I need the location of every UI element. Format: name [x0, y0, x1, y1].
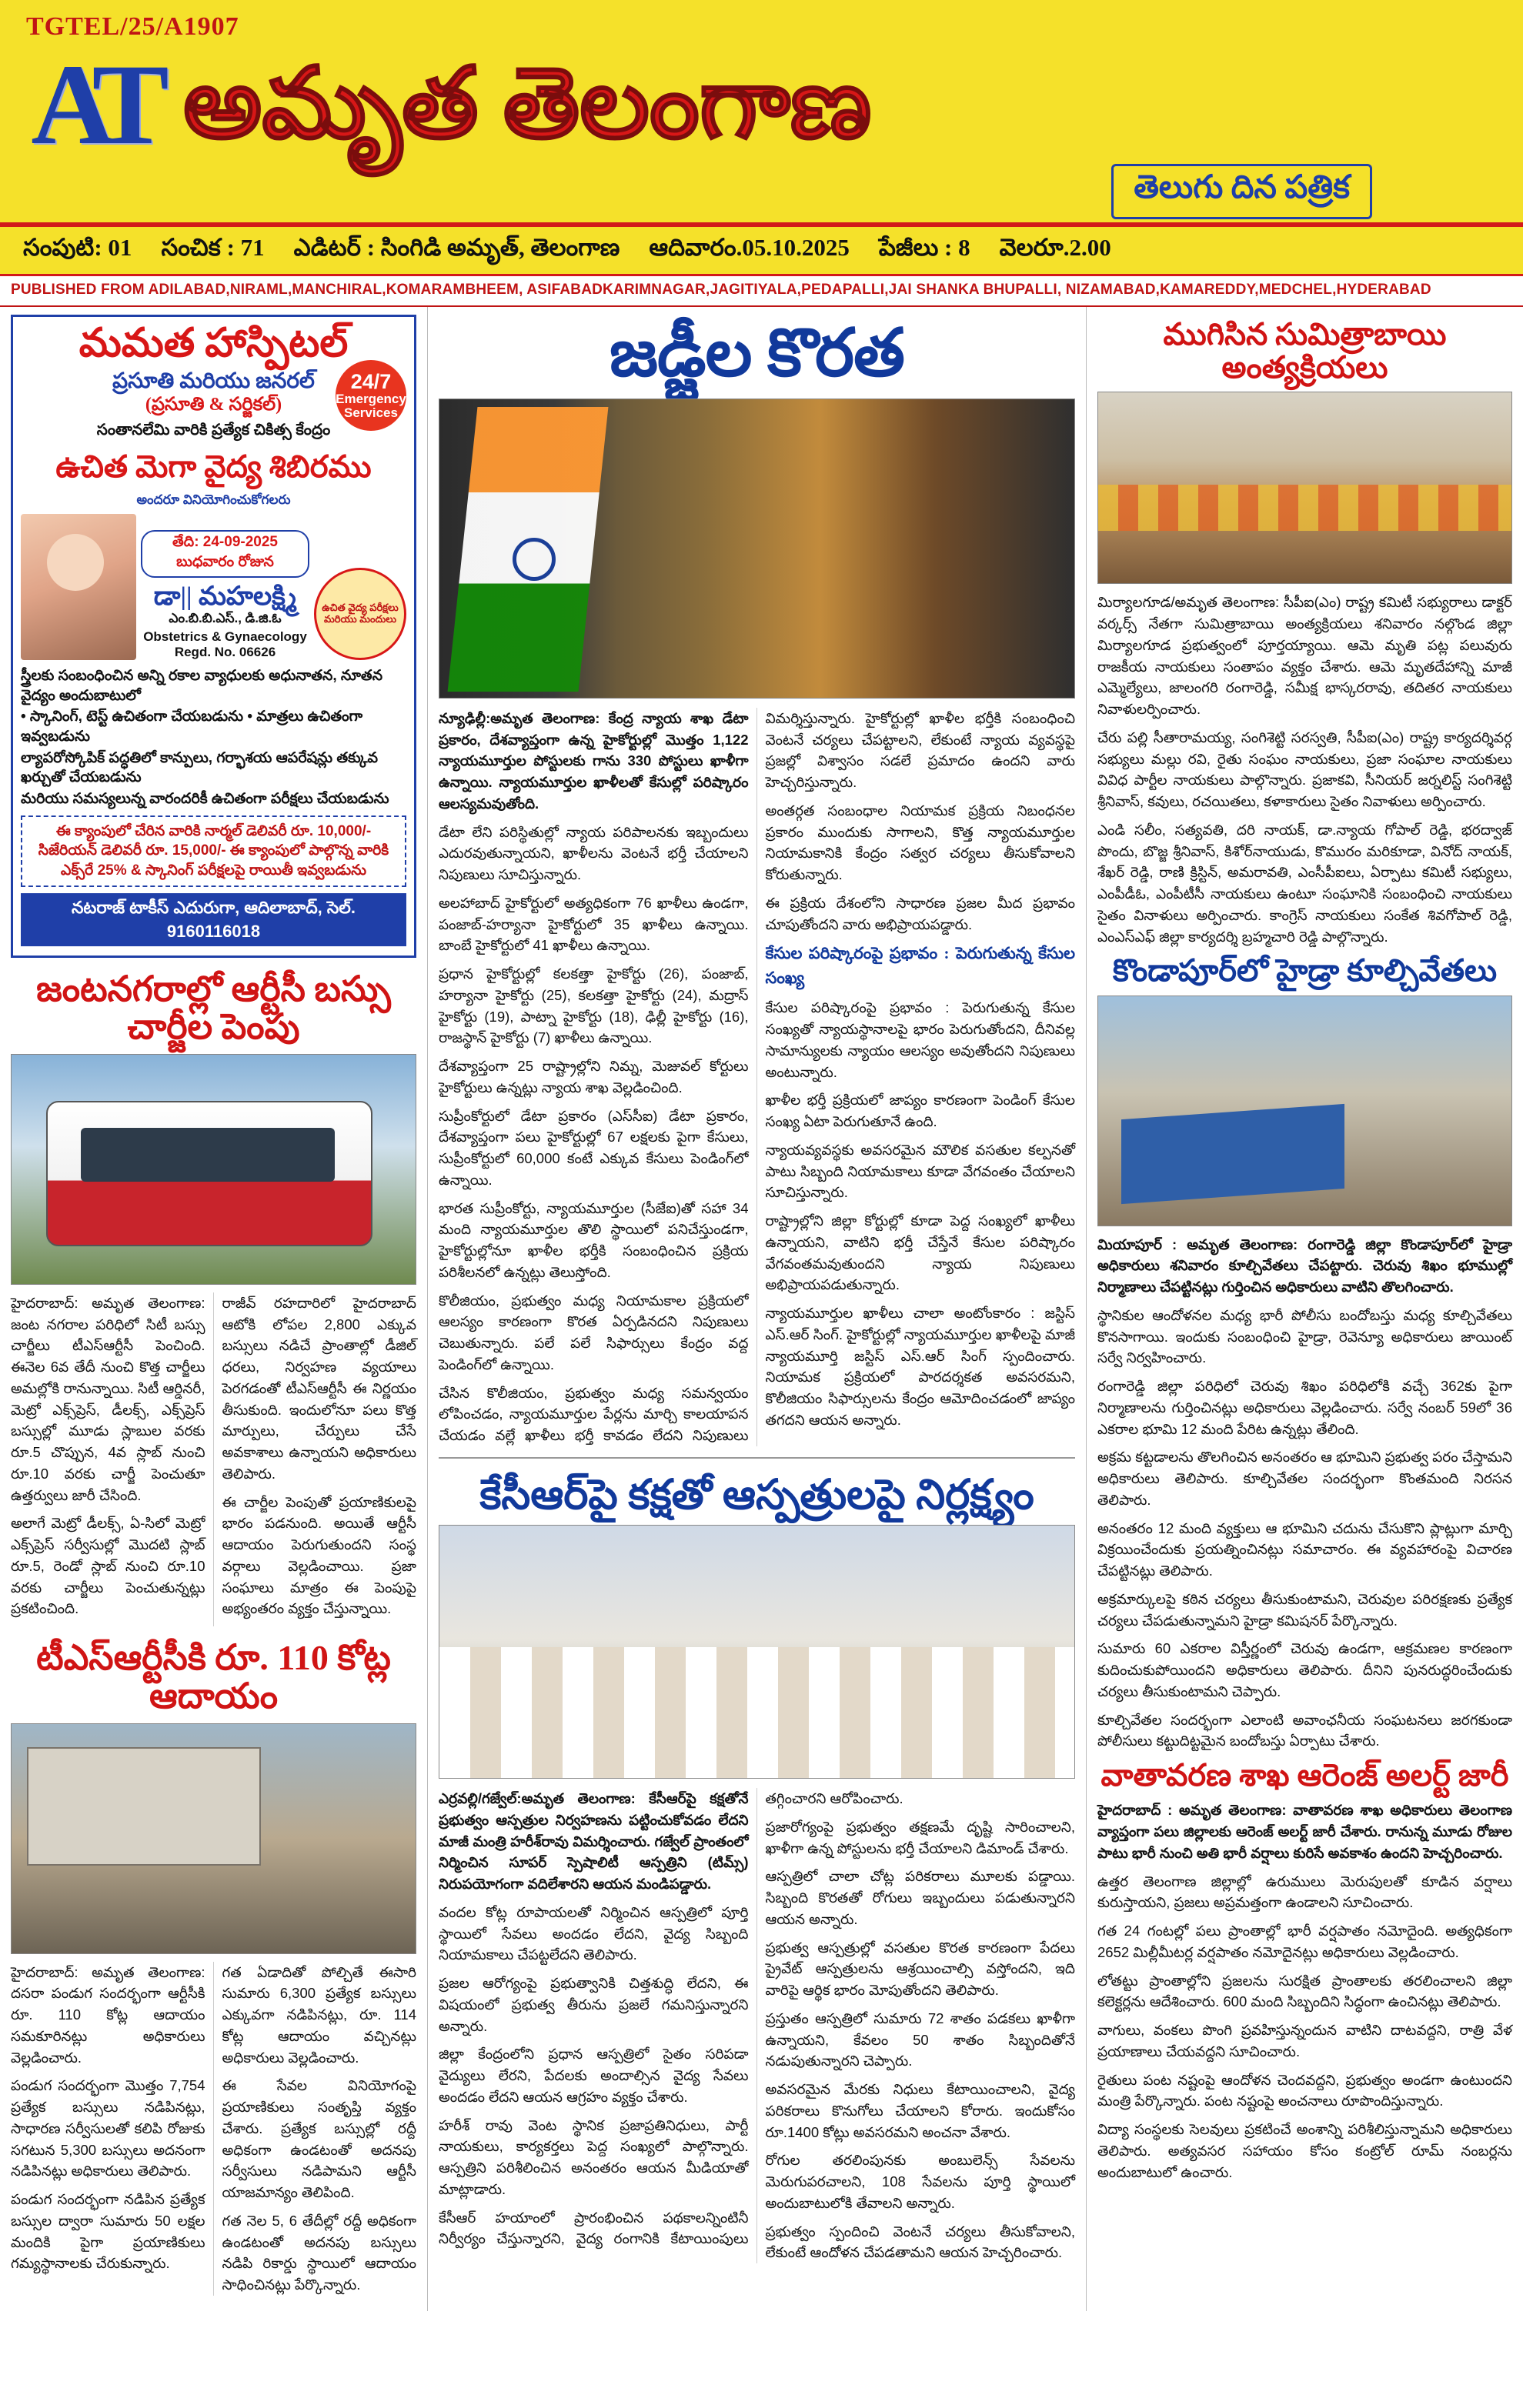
- editor-label: ఎడిటర్ : సింగిడి అమృత్, తెలంగాణ: [293, 234, 620, 261]
- paragraph: ఈ ప్రక్రియ దేశంలోని సాధారణ ప్రజల మీద ప్రభావం చూపుతోందని వారు అభిప్రాయపడ్డారు.: [765, 894, 1075, 932]
- ad-doctor-qualification: ఎం.బి.బి.ఎస్., డి.జి.ఓ: [169, 611, 282, 626]
- masthead: [0, 0, 1523, 225]
- page-content-grid: [0, 307, 1523, 2311]
- paragraph: ఈ సేవల వినియోగంపై ప్రయాణికులు సంతృప్తి వ్యక్తం చేశారు. ప్రత్యేక బస్సుల్లో రద్దీ అధికంగా ఉండటంతో అదనపు సర్వీసులు నడిపామని ఆర్టీసీ యాజమాన్యం తెలిపింది.: [222, 2077, 416, 2201]
- paragraph: ఈ చార్జీల పెంపుతో ప్రయాణికులపై భారం పడనుంది. అయితే ఆర్టీసీ ఆదాయం పెరుగుతుందని సంస్థ వర్గాలు వెల్లడించాయి. ప్రజా సంఘాలు మాత్రం ఈ పెంపుపై అభ్యంతరం వ్యక్తం చేస్తున్నాయి.: [222, 1493, 416, 1617]
- masthead-title-row: [20, 37, 1503, 172]
- logo-letters: AT: [31, 40, 155, 168]
- paragraph: ఎర్రవల్లి/గజ్వేల్:అమృత తెలంగాణ: కేసీఆర్‌పై కక్షతోనే ప్రభుత్వం ఆస్పత్రుల నిర్వహణను పట్టించుకోవడం లేదని మాజీ మంత్రి హరీశ్‌రావు విమర్శించారు. గజ్వేల్ ప్రాంతంలో నిర్మించిన సూపర్ స్పెషాలిటీ ఆస్పత్రిని (టిమ్స్) నిరుపయోగంగా వదిలేశారని ఆయన మండిపడ్డారు.: [439, 1790, 749, 1893]
- paragraph: దేశవ్యాప్తంగా 25 రాష్ట్రాల్లోని నిమ్న, మెజువల్ కోర్టులు హైకోర్టులు ఉన్నట్లు న్యాయ శాఖ వెల్లడించింది.: [439, 1058, 749, 1096]
- badge-hours: 24/7: [350, 369, 392, 393]
- right-story3-body: [1097, 1799, 1512, 2183]
- paragraph: అనంతరం 12 మంది వ్యక్తులు ఆ భూమిని చదును చేసుకొని ప్లాట్లుగా మార్చి విక్రయించేందుకు ప్రయత్నించినట్లు సమాచారం. ఈ వ్యవహారంపై విచారణ చేపట్టినట్లు తెలిపారు.: [1097, 1519, 1512, 1579]
- emergency-badge-icon: [336, 360, 406, 431]
- left-story2-photo: [11, 1723, 416, 1954]
- left-story1-headline: జంటనగరాల్లో ఆర్టీసీ బస్సు చార్జీల పెంపు: [36, 969, 391, 1047]
- paragraph: జిల్లా కేంద్రంలోని ప్రధాన ఆస్పత్రిలో సైతం సరిపడా వైద్యులు లేరని, పేదలకు అందాల్సిన వైద్య సేవలు అందడం లేదని ఆయన ఆగ్రహం వ్యక్తం చేశారు.: [439, 2046, 749, 2105]
- right-column: [1087, 307, 1523, 2311]
- paragraph: కొలీజియం, ప్రభుత్వం మధ్య నియామకాల ప్రక్రియలో ఆలస్యం కారణంగా కొరత ఏర్పడినదని నిపుణులు చెబుతున్నారు. పలే పలే సిఫార్సులు కేంద్రం వద్ద పెండింగ్‌లో ఉన్నాయి.: [439, 1292, 749, 1372]
- volume-label: సంపుటి: 01: [23, 234, 132, 261]
- lead-story-photo: [439, 399, 1075, 699]
- paragraph: ప్రస్తుతం ఆస్పత్రిలో సుమారు 72 శాతం పడకలు ఖాళీగా ఉన్నాయని, కేవలం 50 శాతం సిబ్బందితోనే నడుపుతున్నారని చెప్పారు.: [765, 2009, 1075, 2069]
- paragraph: ప్రధాన హైకోర్టుల్లో కలకత్తా హైకోర్టు (26), పంజాబ్, హర్యానా హైకోర్టు (25), కలకత్తా హైకోర్టు (24), మద్రాస్ హైకోర్టు (19), పాట్నా హైకోర్టు (18), ఢిల్లీ హైకోర్టు (16), రాజస్థాన్ హైకోర్టు (7) ఖాళీలు ఉన్నాయి.: [439, 966, 749, 1046]
- paragraph: సుమారు 60 ఎకరాల విస్తీర్ణంలో చెరువు ఉండగా, ఆక్రమణల కారణంగా కుదించుకుపోయిందని అధికారులు తెలిపారు. దీనిని పునరుద్ధరించేందుకు చర్యలు తీసుకుంటామని చెప్పారు.: [1097, 1640, 1512, 1699]
- ad-doctor-regd: Regd. No. 06626: [174, 645, 276, 660]
- paper-subtitle: తెలుగు దిన పత్రిక: [1111, 164, 1372, 219]
- lead-story-subhead: కేసుల పరిష్కారంపై ప్రభావం : పెరుగుతున్న కేసుల సంఖ్య: [765, 944, 1075, 987]
- paragraph: అవసరమైన మేరకు నిధులు కేటాయించాలని, వైద్య పరికరాలు కొనుగోలు చేయాలని కోరారు. ఇందుకోసం రూ.1400 కోట్లు అవసరమని అంచనా వేశారు.: [765, 2081, 1075, 2140]
- paragraph: మిర్యాలగూడ/అమృత తెలంగాణ: సీపీఐ(ఎం) రాష్ట్ర కమిటీ సభ్యురాలు డాక్టర్ వర్కర్స్ నేతగా సుమిత్రాబాయి అంత్యక్రియలు శనివారం నల్గొండ జిల్లా మిర్యాలగూడ ప్రభుత్వంలో పూర్తయ్యాయి. ఆమె మృతి పట్ల పలువురు రాజకీయ నాయకులు సంతాపం వ్యక్తం చేశారు. ఆమె మృతదేహాన్ని మాజీ ఎమ్మెల్యేలు, జాలంగరి రంగారెడ్డి, సమీక్ష భాస్కరరావు, తదితర నాయకులు నివాళులర్పించారు.: [1097, 594, 1512, 718]
- paragraph: ఎండి సలీం, సత్యవతి, దరి నాయక్, డా.న్యాయ గోపాల్ రెడ్డి, భరద్వాజ్ పొందు, బొజ్జ శ్రీనివాస్, కిశోర్‌నాయుడు, కొమురం మరికూడా, వినోద్ నాయక్, శేఖర్ రెడ్డి, రాణి క్రిస్టిన్, అమరావతి, ఎంసీపీఐలు, ఏర్పాటు కమిటీ సభ్యులు, ఎంపీడీఓ, ఎంపీటీసీ నాయకులు ఉంటూ సంఘానికి సంబంధించి నాయకులు సైతం వినాళులు అర్పించారు. కాంగ్రెస్ నాయకులు సంకేత శివగోపాల్ రెడ్డి, ఎంఎస్ఎఫ్ జిల్లా కార్యదర్శి బ్రహ్మచారి రెడ్డి పాల్గొన్నారు.: [1097, 821, 1512, 945]
- paragraph: అలహాబాద్ హైకోర్టులో అత్యధికంగా 76 ఖాళీలు ఉండగా, పంజాబ్-హర్యానా హైకోర్టులో 35 ఖాళీలు ఉన్నాయి. బాంబే హైకోర్టులో 41 ఖాళీలు ఉన్నాయి.: [439, 894, 749, 954]
- paragraph: పండుగ సందర్భంగా నడిపిన ప్రత్యేక బస్సుల ద్వారా సుమారు 50 లక్షల మందికి పైగా ప్రయాణికులు గమ్యస్థానాలకు చేరుకున్నారు.: [11, 2191, 205, 2272]
- paragraph: హైదరాబాద్: అమృత తెలంగాణ: దసరా పండుగ సందర్భంగా ఆర్టీసీకి రూ. 110 కోట్ల ఆదాయం సమకూరినట్లు అధికారులు వెల్లడించారు.: [11, 1963, 205, 2066]
- paragraph: చేసిన కొలీజియం, ప్రభుత్వం మధ్య సమన్వయం లోపించడం, న్యాయమూర్తుల పేర్లను మార్చి కాలయాపన చేయడం వల్లే ఖాళీలు భర్తీ కావడం లేదని నిపుణులు విమర్శిస్తున్నారు. హైకోర్టుల్లో ఖాళీల భర్తీకి సంబంధించి వెంటనే చర్యలు చేపట్టాలని, లేకుంటే న్యాయ వ్యవస్థపై ప్రజల్లో విశ్వాసం సడలే ప్రమాదం ఉందని వారు హెచ్చరిస్తున్నారు.: [439, 709, 1075, 1444]
- paragraph: ప్రజల ఆరోగ్యంపై ప్రభుత్వానికి చిత్తశుద్ధి లేదని, ఈ విషయంలో ప్రభుత్వ తీరును ప్రజలే గమనిస్తున్నారని అన్నారు.: [439, 1975, 749, 2034]
- paragraph: డేటా లేని పరిస్థితుల్లో న్యాయ పరిపాలనకు ఇబ్బందులు ఎదురవుతున్నాయని, ఖాళీలను వెంటనే భర్తీ చేయాలని నిపుణులు సూచిస్తున్నారు.: [439, 823, 749, 883]
- ad-bullets: [21, 666, 406, 809]
- price-label: వెలరూ.2.00: [999, 234, 1111, 261]
- issue-label: సంచిక : 71: [161, 234, 265, 261]
- ad-bullet: స్త్రీలకు సంబంధించిన అన్ని రకాల వ్యాధులకు అధునాతన, నూతన వైద్యం అందుబాటులో: [21, 668, 383, 704]
- lead-story-body: [439, 708, 1075, 1446]
- paragraph: న్యూఢిల్లీ:అమృత తెలంగాణ: కేంద్ర న్యాయ శాఖ డేటా ప్రకారం, దేశవ్యాప్తంగా ఉన్న హైకోర్టుల్లో మొత్తం 1,122 న్యాయమూర్తుల పోస్టులకు గాను 330 పోస్టులు ఖాళీగా ఉన్నాయి. న్యాయమూర్తుల ఖాళీలతో కేసుల్లో పరిష్కారం ఆలస్యమవుతోంది.: [439, 709, 749, 812]
- paragraph: గత ఏడాదితో పోల్చితే ఈసారి సుమారు 6,300 ప్రత్యేక బస్సులు ఎక్కువగా నడిపినట్లు, రూ. 114 కోట్ల ఆదాయం వచ్చినట్లు అధికారులు వెల్లడించారు.: [222, 1963, 416, 2066]
- ad-free-camp-title: ఉచిత మెగా వైద్య శిబిరము: [55, 449, 372, 485]
- paragraph: కేసుల పరిష్కారంపై ప్రభావం : పెరుగుతున్న కేసుల సంఖ్యతో న్యాయస్థానాలపై భారం పెరుగుతోందని, దీనివల్ల సామాన్యులకు న్యాయం ఆలస్యం అవుతోందని నిపుణులు అంటున్నారు.: [765, 999, 1075, 1080]
- issue-info-bar: [0, 225, 1523, 276]
- published-from-line: PUBLISHED FROM ADILABAD,NIRAML,MANCHIRAL,KOMARAMBHEEM, ASIFABADKARIMNAGAR,JAGITIYALA,PEDAPALLI,JAI SHANKA BHUPALLI, NIZAMABAD,KAMAREDDY,MEDCHEL,HYDERABAD: [0, 276, 1523, 307]
- right-story1-body: [1097, 592, 1512, 947]
- masthead-subtitle-row: [20, 164, 1503, 219]
- paragraph: కూల్చివేతల సందర్భంగా ఎలాంటి అవాంఛనీయ సంఘటనలు జరగకుండా పోలీసులు కట్టుదిట్టమైన బందోబస్తు ఏర్పాటు చేశారు.: [1097, 1711, 1512, 1749]
- paragraph: రాష్ట్రాల్లోని జిల్లా కోర్టుల్లో కూడా పెద్ద సంఖ్యలో ఖాళీలు ఉన్నాయని, వాటిని భర్తీ చేస్తేనే కేసుల పరిష్కారం వేగవంతమవుతుందని న్యాయ నిపుణులు అభిప్రాయపడుతున్నారు.: [765, 1212, 1075, 1293]
- left-story1-photo: [11, 1054, 416, 1285]
- pages-label: పేజీలు : 8: [878, 234, 970, 261]
- ad-subtitle-2: (ప్రసూతి & సర్జికల్): [145, 395, 282, 415]
- paragraph: అంతర్గత సంబంధాల నియామక ప్రక్రియ నిబంధనల ప్రకారం ముందుకు సాగాలని, కొత్త న్యాయమూర్తుల నియామకానికి కేంద్రం సత్వర చర్యలు తీసుకోవాలని కోరుతున్నారు.: [765, 802, 1075, 883]
- paragraph: గత 24 గంటల్లో పలు ప్రాంతాల్లో భారీ వర్షపాతం నమోదైంది. అత్యధికంగా 2652 మిల్లీమీటర్ల వర్షపాతం నమోదైనట్లు అధికారులు వెల్లడించారు.: [1097, 1923, 1512, 1960]
- ad-doctor-name: డా|| మహలక్ష్మి: [153, 582, 297, 611]
- middle-column: [428, 307, 1087, 2311]
- paragraph: భారత సుప్రీంకోర్టు, న్యాయమూర్తుల (సీజేఐ)తో సహా 34 మంది న్యాయమూర్తుల తొలి స్థాయిలో పనిచేస్తుండగా, హైకోర్టుల్లోనూ ఖాళీల భర్తీకి సంబంధించిన ప్రక్రియ పరిశీలనలో ఉన్నట్లు తెలుస్తోంది.: [439, 1199, 749, 1280]
- ad-title: మమత హాస్పిటల్: [78, 322, 349, 365]
- paragraph: విద్యా సంస్థలకు సెలవులు ప్రకటించే అంశాన్ని పరిశీలిస్తున్నామని అధికారులు తెలిపారు. అత్యవసర సహాయం కోసం కంట్రోల్ రూమ్ నంబర్లను అందుబాటులో ఉంచారు.: [1097, 2121, 1512, 2180]
- badge-text: Emergency Services: [336, 392, 406, 421]
- lead-story-headline: జడ్జీల కొరత: [610, 316, 904, 390]
- paragraph: హరీశ్ రావు వెంట స్థానిక ప్రజాప్రతినిధులు, పార్టీ నాయకులు, కార్యకర్తలు పెద్ద సంఖ్యలో పాల్గొన్నారు. ఆస్పత్రిని పరిశీలించిన అనంతరం ఆయన మీడియాతో మాట్లాడారు.: [439, 2116, 749, 2197]
- paper-title: అమృత తెలంగాణ: [183, 49, 872, 159]
- paragraph: రైతులు పంట నష్టంపై ఆందోళన చెందవద్దని, ప్రభుత్వం అండగా ఉంటుందని మంత్రి పేర్కొన్నారు. పంట నష్టంపై అంచనాలు రూపొందిస్తున్నారు.: [1097, 2071, 1512, 2110]
- right-story2-headline: కొండాపూర్‌లో హైడ్రా కూల్చివేతలు: [1112, 953, 1498, 989]
- right-story1-headline: ముగిసిన సుమిత్రాబాయి అంత్యక్రియలు: [1163, 317, 1447, 385]
- paragraph: ప్రభుత్వ ఆస్పత్రుల్లో వసతుల కొరత కారణంగా పేదలు ప్రైవేట్ ఆస్పత్రులను ఆశ్రయించాల్సి వస్తోందని, ఇది వారిపై ఆర్థిక భారం మోపుతోందని తెలిపారు.: [765, 1939, 1075, 1999]
- paragraph: ఉత్తర తెలంగాణ జిల్లాల్లో ఉరుములు మెరుపులతో కూడిన వర్షాలు కురుస్తాయని, ప్రజలు అప్రమత్తంగా ఉండాలని సూచించారు.: [1097, 1873, 1512, 1911]
- paragraph: అక్రమ కట్టడాలను తొలగించిన అనంతరం ఆ భూమిని ప్రభుత్వ పరం చేస్తామని అధికారులు తెలిపారు. కూల్చివేతల సందర్భంగా కొంతమంది నిరసన తెలిపారు.: [1097, 1449, 1512, 1508]
- paragraph: న్యాయమూర్తుల ఖాళీలు చాలా అంటోంకారం : జస్టిస్ ఎస్.ఆర్ సింగ్. హైకోర్టుల్లో న్యాయమూర్తుల ఖాళీలపై మాజీ న్యాయమూర్తి జస్టిస్ ఎస్.ఆర్ సింగ్ స్పందించారు. నియామక ప్రక్రియలో పారదర్శకత అవసరమని, కొలీజియం సిఫార్సులను కేంద్రం ఆమోదించడంలో జాప్యం తగదని ఆయన అన్నారు.: [765, 1305, 1075, 1428]
- ad-doctor-specialty: Obstetrics & Gynaecology: [143, 629, 307, 645]
- paragraph: అలాగే మెట్రో డీలక్స్, ఏ-సిలో మెట్రో ఎక్స్‌ప్రెస్ సర్వీసుల్లో మొదటి స్లాబ్ రూ.5, రెండో స్లాబ్ నుంచి రూ.10 వరకు చార్జీలు పెంచుతున్నట్లు ప్రకటించింది.: [11, 1515, 205, 1617]
- paragraph: స్థానికుల ఆందోళనల మధ్య భారీ పోలీసు బందోబస్తు మధ్య కూల్చివేతలు కొనసాగాయి. ఇందుకు సంబంధించి హైడ్రా, రెవెన్యూ అధికారులు జాయింట్ సర్వే నిర్వహించారు.: [1097, 1306, 1512, 1366]
- newspaper-logo-icon: [20, 37, 166, 172]
- ad-photo-row: [21, 514, 406, 660]
- mid-story2-headline: కేసీఆర్‌పై కక్షతో ఆస్పత్రులపై నిర్లక్ష్యం: [479, 1471, 1034, 1518]
- paragraph: రాజీవ్ రహదారిలో హైదరాబాద్ ఆటోకి లోపల 2,800 ఎక్కువ బస్సులు నడిచే ప్రాంతాల్లో డీజిల్ ధరలు, నిర్వహణ వ్యయాలు పెరగడంతో టీఎస్ఆర్టీసీ ఈ నిర్ణయం తీసుకుంది. ఇందులోనూ పలు కొత్త మార్పులు, చేర్పులు చేసే అవకాశాలు ఉన్నాయని అధికారులు తెలిపారు.: [222, 1294, 416, 1482]
- ad-bullet: • స్కానింగ్, టెస్ట్ ఉచితంగా చేయబడును • మాత్రలు ఉచితంగా ఇవ్వబడును: [21, 709, 363, 745]
- paragraph: ప్రజారోగ్యంపై ప్రభుత్వం తక్షణమే దృష్టి సారించాలని, ఖాళీగా ఉన్న పోస్టులను భర్తీ చేయాలని డిమాండ్ చేశారు.: [765, 1818, 1075, 1856]
- paragraph: ప్రభుత్వం స్పందించి వెంటనే చర్యలు తీసుకోవాలని, లేకుంటే ఆందోళన చేపడతామని ఆయన హెచ్చరించారు.: [765, 2223, 1075, 2261]
- left-story2-headline: టీఎస్ఆర్టీసీకి రూ. 110 కోట్ల ఆదాయం: [36, 1638, 391, 1716]
- ad-subtitle-3: సంతానలేమి వారికి ప్రత్యేక చికిత్స కేంద్రం: [96, 422, 331, 439]
- ad-doctor-block: [141, 530, 309, 660]
- paragraph: కేసీఆర్ హయాంలో ప్రారంభించిన పథకాలన్నింటినీ నిర్వీర్యం చేస్తున్నారని, వైద్య రంగానికి కేటాయింపులు తగ్గించారని ఆరోపించారు.: [439, 1790, 903, 2247]
- paragraph: సుప్రీంకోర్టులో డేటా ప్రకారం (ఎస్‌సీఐ) డేటా ప్రకారం, దేశవ్యాప్తంగా పలు హైకోర్టుల్లో 67 లక్షలకు పైగా కేసులు, సుప్రీంకోర్టులో 60,000 కంటే ఎక్కువ కేసులు పెండింగ్‌లో ఉన్నాయి.: [439, 1107, 749, 1188]
- mid-story2-photo: [439, 1525, 1075, 1779]
- section-divider: [439, 1457, 1075, 1459]
- paragraph: రంగారెడ్డి జిల్లా పరిధిలో చెరువు శిఖం పరిధిలోకి వచ్చే 362కు పైగా నిర్మాణాలను గుర్తించినట్లు అధికారులు వెల్లడించారు. సర్వే నంబర్ 59లో 36 ఎకరాల భూమి 12 మంది పేరిట ఉన్నట్లు తేలింది.: [1097, 1378, 1512, 1437]
- paragraph: హైదరాబాద్ : అమృత తెలంగాణ: వాతావరణ శాఖ అధికారులు తెలంగాణ వ్యాప్తంగా పలు జిల్లాలకు ఆరెంజ్ అలర్ట్ జారీ చేశారు. రానున్న మూడు రోజుల పాటు భారీ నుంచి అతి భారీ వర్షాలు కురిసే అవకాశం ఉందని హెచ్చరించారు.: [1097, 1802, 1512, 1861]
- paragraph: ఖాళీల భర్తీ ప్రక్రియలో జాప్యం కారణంగా పెండింగ్ కేసుల సంఖ్య ఏటా పెరుగుతూనే ఉంది.: [765, 1092, 1075, 1130]
- paragraph: మియాపూర్ : అమృత తెలంగాణ: రంగారెడ్డి జిల్లా కొండాపూర్‌లో హైడ్రా అధికారులు శనివారం కూల్చివేతలు చేపట్టారు. చెరువు శిఖం భూముల్లో నిర్మాణాలు చేపట్టినట్లు గుర్తించిన అధికారులు వాటిని తొలగించారు.: [1097, 1236, 1512, 1296]
- paragraph: పండుగ సందర్భంగా మొత్తం 7,754 ప్రత్యేక బస్సులు నడిపినట్లు, సాధారణ సర్వీసులతో కలిపి రోజుకు సగటున 5,300 బస్సులు అదనంగా నడిపినట్లు అధికారులు తెలిపారు.: [11, 2077, 205, 2180]
- ad-bullet: ల్యాపరోస్కోపిక్ పద్ధతిలో కాన్పులు, గర్భాశయ ఆపరేషన్లు తక్కువ ఖర్చుతో చేయబడును: [21, 749, 379, 786]
- paragraph: వాగులు, వంకలు పొంగి ప్రవహిస్తున్నందున వాటిని దాటవద్దని, రాత్రి వేళ ప్రయాణాలు చేయవద్దని సూచించారు.: [1097, 2022, 1512, 2059]
- ad-address: నటరాజ్ టాకీస్ ఎదురుగా, ఆదిలాబాద్, సెల్. 9160116018: [21, 893, 406, 946]
- paragraph: రోగుల తరలింపునకు అంబులెన్స్ సేవలను మెరుగుపరచాలని, 108 సేవలను పూర్తి స్థాయిలో అందుబాటులోకి తేవాలని అన్నారు.: [765, 2152, 1075, 2211]
- paragraph: అక్రమార్కులపై కఠిన చర్యలు తీసుకుంటామని, చెరువుల పరిరక్షణకు ప్రత్యేక చర్యలు చేపడుతున్నామని హైడ్రా కమిషనర్ పేర్కొన్నారు.: [1097, 1590, 1512, 1629]
- registration-number: TGTEL/25/A1907: [26, 12, 239, 41]
- ad-free-camp-note: అందరూ వినియోగించుకోగలరు: [136, 492, 291, 508]
- ad-camp-date: తేది: 24-09-2025 బుధవారం రోజున: [141, 530, 309, 578]
- right-story2-body: [1097, 1234, 1512, 1753]
- date-label: ఆదివారం.05.10.2025: [649, 234, 850, 261]
- ad-patient-photo: [21, 514, 136, 660]
- paragraph: చేరు పల్లి సీతారామయ్య, సంగిశెట్టి సరస్వతి, సీపీఐ(ఎం) రాష్ట్ర కార్యదర్శివర్గ సభ్యులు మల్లు రవి, రైతు సంఘం నాయకులు, ప్రజా సంఘాల నాయకులు వివిధ పార్టీల నాయకులు పాల్గొన్నారు. ప్రజాకవి, సీనియర్ జర్నలిస్ట్ సంగిశెట్టి శ్రీనివాస్, కవులు, రచయితలు, కళాకారులు సైతం నివాళులు అర్పించారు.: [1097, 729, 1512, 810]
- hospital-advertisement[interactable]: [11, 315, 416, 958]
- left-story1-body: [11, 1292, 416, 1626]
- paragraph: హైదరాబాద్: అమృత తెలంగాణ: జంట నగరాల పరిధిలో సిటీ బస్సు చార్జీలు టీఎస్ఆర్టీసీ పెంచింది. ఈనెల 6వ తేదీ నుంచి కొత్త చార్జీలు అమల్లోకి రానున్నాయి. సిటీ ఆర్డినరీ, మెట్రో ఎక్స్‌ప్రెస్, డీలక్స్, ఎక్స్‌ప్రెస్ బస్సుల్లో మూడు స్లాబుల వరకు రూ.5 చొప్పున, 4వ స్లాబ్ నుంచి రూ.10 వరకు చార్జీ పెంచుతూ ఉత్తర్వులు జారీ చేసింది.: [11, 1294, 205, 1503]
- right-story1-photo: [1097, 392, 1512, 584]
- right-story3-headline: వాతావరణ శాఖ ఆరెంజ్ అలర్ట్ జారీ: [1101, 1758, 1509, 1793]
- paragraph: గత నెల 5, 6 తేదీల్లో రద్దీ అధికంగా ఉండటంతో అదనపు బస్సులు నడిపి రికార్డు స్థాయిలో ఆదాయం సాధించినట్లు పేర్కొన్నారు.: [222, 2212, 416, 2293]
- left-story2-body: [11, 1962, 416, 2296]
- ad-bullet: మరియు సమస్యలున్న వారందరికీ ఉచితంగా పరీక్షలు చేయబడును: [21, 791, 389, 808]
- ad-subtitle-1: ప్రసూతి మరియు జనరల్: [112, 369, 315, 393]
- ad-offer-text: ఈ క్యాంపులో చేరిన వారికి నార్మల్ డెలివరీ రూ. 10,000/- సిజేరియన్ డెలివరీ రూ. 15,000/- ఈ క్యాంపులో పాల్గొన్న వారికి ఎక్స్‌రే 25% & స్కానింగ్ పరీక్షలపై రాయితీ ఇవ్వబడును: [21, 815, 406, 887]
- ad-free-tests-stamp: ఉచిత వైద్య పరీక్షలు మరియు మందులు: [314, 568, 406, 660]
- paragraph: లోతట్టు ప్రాంతాల్లోని ప్రజలను సురక్షిత ప్రాంతాలకు తరలించాలని జిల్లా కలెక్టర్లను ఆదేశించారు. 600 మంది సిబ్బందిని సిద్ధంగా ఉంచినట్లు తెలిపారు.: [1097, 1972, 1512, 2010]
- right-story2-photo: [1097, 996, 1512, 1226]
- paragraph: ఆస్పత్రిలో చాలా చోట్ల పరికరాలు మూలకు పడ్డాయి. సిబ్బంది కొరతతో రోగులు ఇబ్బందులు పడుతున్నారని ఆయన అన్నారు.: [765, 1868, 1075, 1927]
- mid-story2-body: [439, 1788, 1075, 2263]
- paragraph: వందల కోట్ల రూపాయలతో నిర్మించిన ఆస్పత్రిలో పూర్తి స్థాయిలో సేవలు అందడం లేదని, వైద్య సిబ్బంది నియామకాలు చేపట్టలేదని తెలిపారు.: [439, 1903, 749, 1963]
- paragraph: న్యాయవ్యవస్థకు అవసరమైన మౌలిక వసతుల కల్పనతో పాటు సిబ్బంది నియామకాలు కూడా వేగవంతం చేయాలని సూచిస్తున్నారు.: [765, 1141, 1075, 1201]
- left-column: [0, 307, 428, 2311]
